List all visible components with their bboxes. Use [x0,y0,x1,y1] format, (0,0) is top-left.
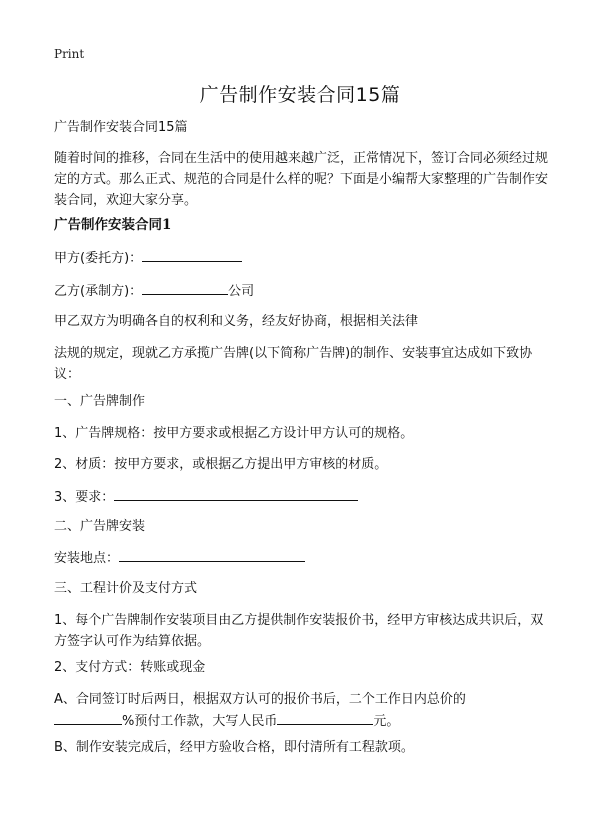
party-a-line [54,247,554,269]
location-label: 安装地点： [54,551,120,566]
location-line [54,547,554,569]
amount-blank [277,710,373,725]
item-a-middle: %预付工作款，大写人民币 [122,714,278,729]
subtitle: 广告制作安装合同15篇 [54,120,188,135]
item-1-2: 2、材质：按甲方要求，或根据乙方提出甲方审核的材质。 [54,457,388,472]
party-b-label: 乙方(承制方)： [54,284,143,299]
section-1-heading: 一、广告牌制作 [54,394,146,409]
intro-paragraph: 随着时间的推移，合同在生活中的使用越来越广泛，正常情况下，签订合同必须经过规定的方式。那么正式、规范的合同是什么样的呢？下面是小编帮大家整理的广告制作安装合同，欢迎大家分享。 [54,151,549,208]
item-a-line-1: A、合同签订时后两日，根据双方认可的报价书后，二个工作日内总价的 [54,692,466,707]
item-b: B、制作安装完成后，经甲方验收合格，即付清所有工程款项。 [54,740,414,755]
item-1-3-line [54,486,554,508]
item-3-1: 1、每个广告牌制作安装项目由乙方提供制作安装报价书，经甲方审核达成共识后，双方签字认可作为结算依据。 [54,613,544,649]
item-1-3-label: 3、要求： [54,490,115,505]
party-b-blank [142,280,228,295]
item-a [54,689,554,732]
print-link[interactable]: Print [54,47,85,61]
party-b-line [54,280,554,302]
paragraph-1: 甲乙双方为明确各自的权利和义务，经友好协商，根据相关法律 [54,314,419,329]
party-b-suffix: 公司 [228,284,255,299]
contract-heading: 广告制作安装合同1 [54,217,172,233]
percent-blank [54,710,122,725]
party-a-label: 甲方(委托方)： [54,251,143,266]
item-1-1: 1、广告牌规格：按甲方要求或根据乙方设计甲方认可的规格。 [54,426,414,441]
page-title: 广告制作安装合同15篇 [199,84,401,106]
location-blank [119,547,305,562]
section-3-heading: 三、工程计价及支付方式 [54,581,198,596]
paragraph-2: 法规的规定，现就乙方承揽广告牌(以下简称广告牌)的制作、安装事宜达成如下致协议： [54,346,533,382]
item-3-2: 2、支付方式：转账或现金 [54,660,206,675]
party-a-blank [142,247,242,262]
section-2-heading: 二、广告牌安装 [54,519,146,534]
item-a-end: 元。 [373,714,400,729]
requirements-blank [114,486,358,501]
